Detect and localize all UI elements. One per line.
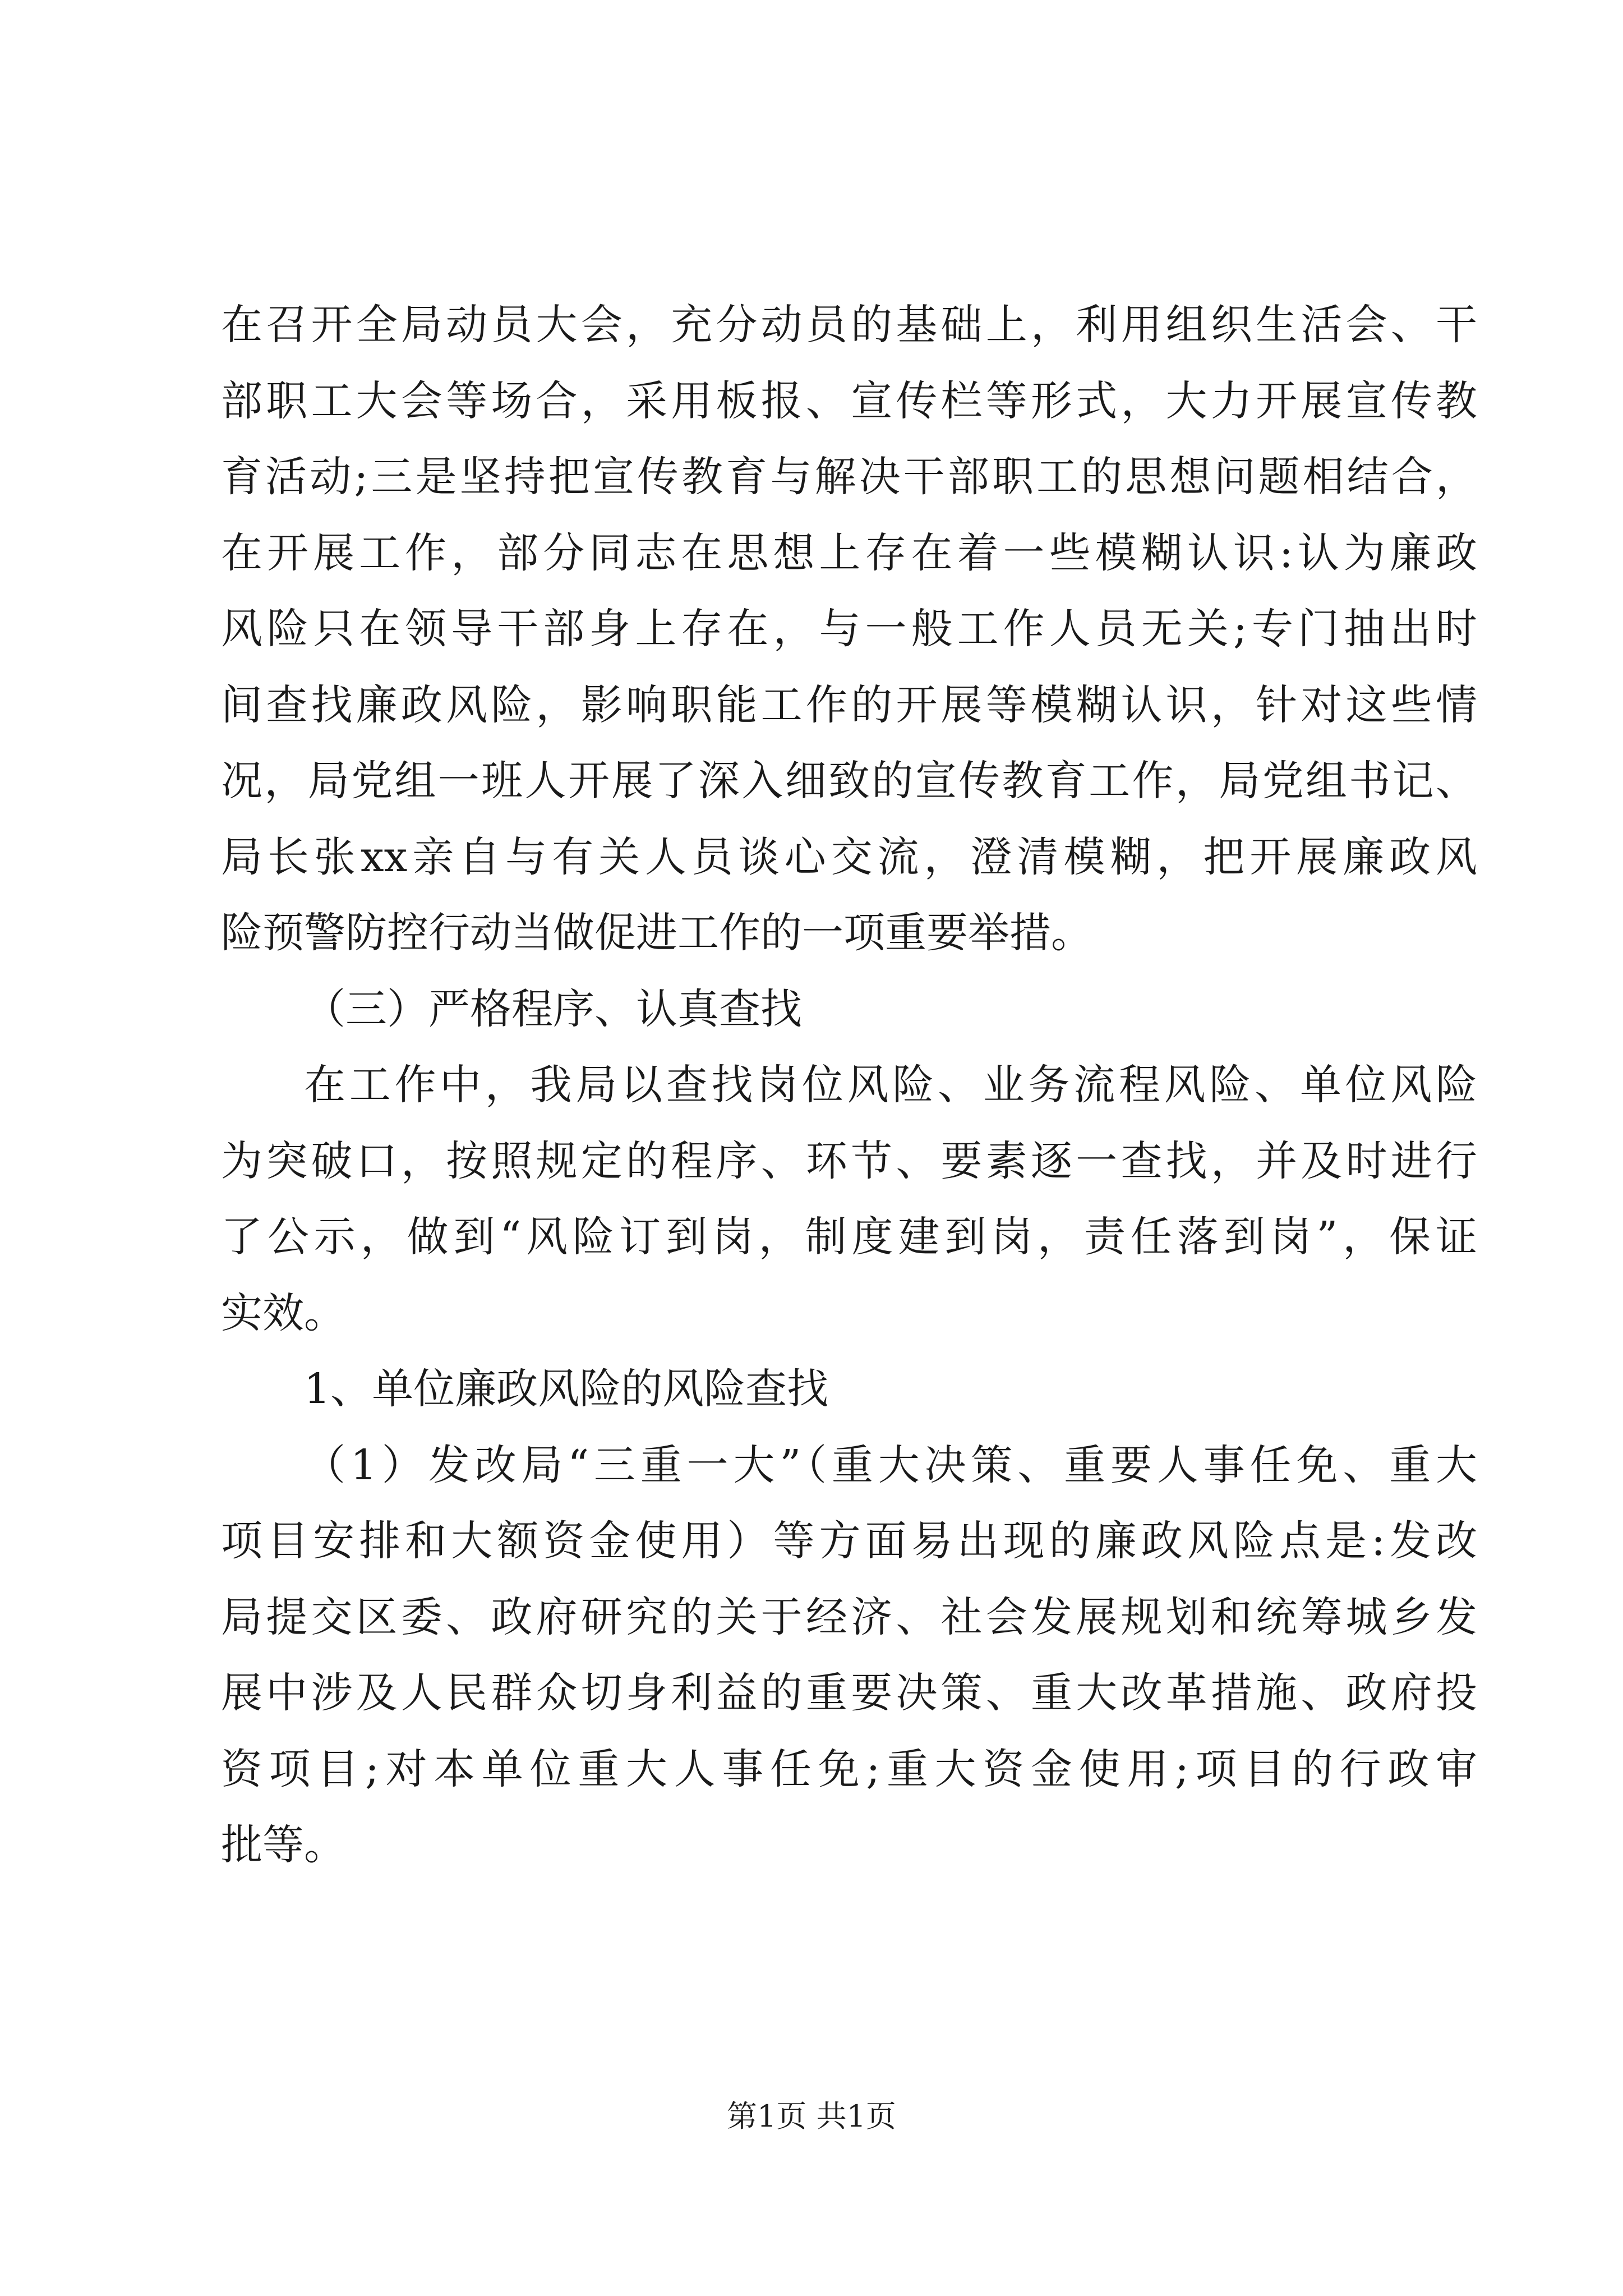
text-line: 间查找廉政风险，影响职能工作的开展等模糊认识，针对这些情	[221, 680, 1477, 729]
section-heading: （三）严格程序、认真查找	[304, 984, 802, 1033]
text-line: 项目安排和大额资金使用）等方面易出现的廉政风险点是:发改	[221, 1517, 1477, 1565]
page-footer	[0, 2097, 1623, 2136]
text-line: 局长张xx亲自与有关人员谈心交流，澄清模糊，把开展廉政风	[221, 832, 1477, 881]
text-line: 批等。	[221, 1821, 345, 1869]
text-line: 风险只在领导干部身上存在，与一般工作人员无关;专门抽出时	[221, 605, 1477, 653]
text-line: 为突破口，按照规定的程序、环节、要素逐一查找，并及时进行	[221, 1137, 1477, 1185]
subsection-heading: 1、单位廉政风险的风险查找	[304, 1365, 829, 1413]
text-line: 育活动;三是坚持把宣传教育与解决干部职工的思想问题相结合，	[221, 453, 1477, 501]
text-line: 在开展工作，部分同志在思想上存在着一些模糊认识:认为廉政	[221, 528, 1477, 577]
text-line: 实效。	[221, 1289, 345, 1337]
text-line: 展中涉及人民群众切身利益的重要决策、重大改革措施、政府投	[221, 1669, 1477, 1717]
text-line: 资项目;对本单位重大人事任免;重大资金使用;项目的行政审	[221, 1745, 1477, 1793]
page-number-label: 第1页 共1页	[727, 2099, 896, 2134]
text-line: 在召开全局动员大会，充分动员的基础上，利用组织生活会、干	[221, 301, 1477, 349]
text-line: 局提交区委、政府研究的关于经济、社会发展规划和统筹城乡发	[221, 1593, 1477, 1641]
text-line: 了公示，做到“风险订到岗，制度建到岗，责任落到岗”，保证	[221, 1213, 1477, 1261]
text-line: 况，局党组一班人开展了深入细致的宣传教育工作，局党组书记、	[221, 757, 1477, 805]
text-line: 在工作中，我局以查找岗位风险、业务流程风险、单位风险	[304, 1061, 1477, 1109]
document-body	[221, 287, 1477, 1884]
text-line: （1）发改局“三重一大”（重大决策、重要人事任免、重大	[304, 1441, 1477, 1489]
text-line: 险预警防控行动当做促进工作的一项重要举措。	[221, 909, 1092, 957]
text-line: 部职工大会等场合，采用板报、宣传栏等形式，大力开展宣传教	[221, 376, 1477, 425]
